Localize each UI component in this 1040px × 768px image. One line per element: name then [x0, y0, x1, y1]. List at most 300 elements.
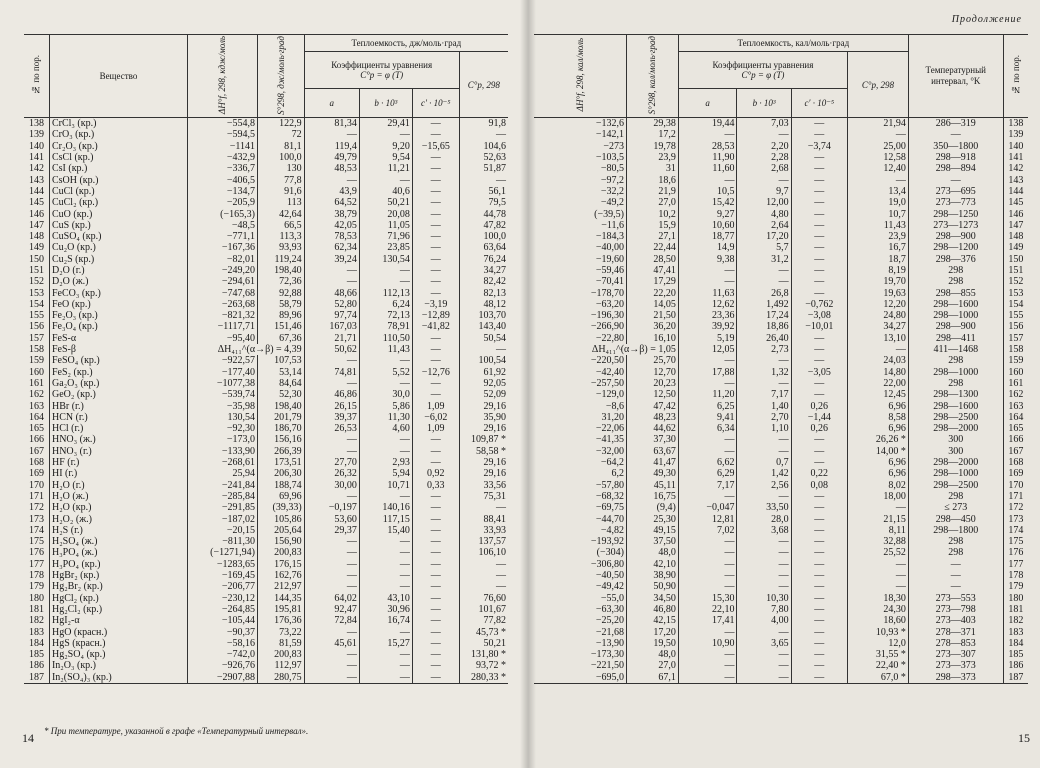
- table-row: [24, 197, 508, 208]
- coef-c-value: —: [791, 638, 847, 649]
- cp-value: 21,15: [848, 513, 909, 524]
- enthalpy-value: −167,36: [187, 242, 257, 253]
- coef-a-value: —: [304, 660, 359, 671]
- table-row: [24, 163, 508, 174]
- header-c: c′ · 10⁻⁵: [412, 89, 459, 118]
- coef-c-value: −3,19: [412, 299, 459, 310]
- coef-b-value: 1,10: [737, 423, 791, 434]
- coef-a-value: —: [678, 174, 737, 185]
- entropy-value: 16,10: [626, 333, 678, 344]
- cp-value: 79,5: [459, 197, 508, 208]
- row-number: 142: [1003, 163, 1028, 174]
- row-number: 147: [1003, 220, 1028, 231]
- cp-value: 48,12: [459, 299, 508, 310]
- enthalpy-value: −69,75: [595, 502, 624, 514]
- temperature-interval: 298: [908, 355, 1003, 366]
- cp-value: 6,96: [848, 457, 909, 468]
- coef-c-value: —: [412, 254, 459, 265]
- substance-name: H₂O₂ (ж.): [49, 513, 187, 524]
- temperature-interval: 298—1000: [908, 310, 1003, 321]
- coef-a-value: 26,32: [304, 468, 359, 479]
- enthalpy-value: −49,42: [595, 581, 624, 593]
- cp-value: 280,33 *: [459, 672, 508, 684]
- entropy-value: 162,76: [257, 570, 304, 581]
- entropy-value: 93,93: [257, 242, 304, 253]
- table-row: [534, 615, 1028, 626]
- coef-b-value: 1,42: [737, 468, 791, 479]
- cp-value: 75,31: [459, 491, 508, 502]
- cp-value: 100,54: [459, 355, 508, 366]
- table-row: [534, 344, 1028, 355]
- cp-value: 56,1: [459, 186, 508, 197]
- coef-a-value: —: [304, 536, 359, 547]
- coef-b-value: —: [359, 547, 412, 558]
- row-number: 173: [1003, 513, 1028, 524]
- table-row: [24, 186, 508, 197]
- coef-a-value: —: [678, 378, 737, 389]
- coef-c-value: —: [412, 231, 459, 242]
- enthalpy-value: −406,5: [187, 174, 257, 185]
- row-number: 176: [1003, 547, 1028, 558]
- coef-a-value: —: [304, 649, 359, 660]
- temperature-interval: 298—1000: [908, 468, 1003, 479]
- coef-a-value: 62,34: [304, 242, 359, 253]
- substance-name: HCl (г.): [49, 423, 187, 434]
- substance-name: CsCl (кр.): [49, 152, 187, 163]
- substance-name: HgS (красн.): [49, 638, 187, 649]
- cp-value: 44,78: [459, 208, 508, 219]
- row-number: 147: [28, 219, 44, 231]
- row-number: 184: [28, 637, 44, 649]
- coef-c-value: —: [791, 626, 847, 637]
- enthalpy-value: −926,76: [187, 660, 257, 671]
- row-number: 154: [28, 298, 44, 310]
- coef-b-value: 4,80: [737, 208, 791, 219]
- coef-c-value: 0,26: [791, 400, 847, 411]
- table-row: [534, 559, 1028, 570]
- coef-b-value: 23,85: [359, 242, 412, 253]
- temperature-interval: 298: [908, 547, 1003, 558]
- coef-c-value: —: [412, 152, 459, 163]
- table-row: [534, 367, 1028, 378]
- header-entropy: S°298, дж/моль·град: [275, 35, 286, 115]
- row-number: 187: [1003, 672, 1028, 684]
- enthalpy-value: 6,2: [611, 468, 624, 480]
- enthalpy-value: 25,94: [187, 468, 257, 479]
- entropy-value: 49,15: [626, 525, 678, 536]
- enthalpy-value: −103,5: [595, 152, 624, 164]
- coef-b-value: 33,50: [737, 502, 791, 513]
- temperature-interval: 298—1600: [908, 299, 1003, 310]
- temperature-interval: 298—918: [908, 152, 1003, 163]
- enthalpy-value: −80,5: [600, 163, 624, 175]
- coef-b-value: 1,492: [737, 299, 791, 310]
- coef-b-value: —: [737, 626, 791, 637]
- entropy-value: 27,0: [626, 197, 678, 208]
- enthalpy-value: −63,20: [595, 298, 624, 310]
- temperature-interval: 298—450: [908, 513, 1003, 524]
- coef-c-value: —: [791, 502, 847, 513]
- cp-value: —: [848, 502, 909, 513]
- substance-name: FeS-α: [49, 333, 187, 344]
- temperature-interval: 273—553: [908, 592, 1003, 603]
- entropy-value: 105,86: [257, 513, 304, 524]
- coef-a-value: —: [304, 626, 359, 637]
- coef-c-value: 0,26: [791, 423, 847, 434]
- temperature-interval: 273—307: [908, 649, 1003, 660]
- right-table: [534, 34, 1028, 684]
- table-row: [24, 276, 508, 287]
- temperature-interval: 298: [908, 378, 1003, 389]
- table-row: [534, 570, 1028, 581]
- temperature-interval: 286—319: [908, 118, 1003, 130]
- entropy-value: 92,88: [257, 287, 304, 298]
- coef-a-value: 64,52: [304, 197, 359, 208]
- row-number: 170: [28, 479, 44, 491]
- enthalpy-value: −196,30: [590, 310, 624, 322]
- table-row: [24, 141, 508, 152]
- coef-c-value: —: [791, 570, 847, 581]
- table-row: [24, 434, 508, 445]
- coef-a-value: —: [678, 355, 737, 366]
- coef-c-value: —: [791, 547, 847, 558]
- coef-a-value: 167,03: [304, 321, 359, 332]
- coef-c-value: −12,76: [412, 367, 459, 378]
- coef-a-value: 53,60: [304, 513, 359, 524]
- cp-value: 26,26 *: [848, 434, 909, 445]
- coef-a-value: —: [678, 536, 737, 547]
- coef-a-value: —: [678, 581, 737, 592]
- enthalpy-value: −266,90: [590, 321, 624, 333]
- cp-value: 93,72 *: [459, 660, 508, 671]
- enthalpy-value: (−39,5): [594, 208, 624, 220]
- coef-b-value: 2,56: [737, 480, 791, 491]
- coef-a-value: 11,63: [678, 287, 737, 298]
- coef-b-value: 28,0: [737, 513, 791, 524]
- coef-b-value: 30,0: [359, 389, 412, 400]
- enthalpy-value: −221,50: [590, 660, 624, 672]
- substance-name: In₂(SO₄)₃ (кр.): [49, 672, 187, 684]
- substance-name: H₃PO₄ (ж.): [49, 547, 187, 558]
- entropy-value: 25,70: [626, 355, 678, 366]
- table-row: [534, 547, 1028, 558]
- coef-b-value: —: [737, 672, 791, 684]
- row-number: 170: [1003, 480, 1028, 491]
- entropy-value: 173,51: [257, 457, 304, 468]
- coef-a-value: —: [304, 672, 359, 684]
- enthalpy-value: ΔH₄₁₁^(α→β) = 4,39: [187, 344, 304, 355]
- coef-c-value: —: [791, 208, 847, 219]
- row-number: 140: [1003, 141, 1028, 152]
- coef-c-value: —: [791, 118, 847, 130]
- temperature-interval: 298: [908, 276, 1003, 287]
- entropy-value: 201,79: [257, 412, 304, 423]
- header-heat-capacity-cal: Теплоемкость, кал/моль·град: [678, 35, 908, 52]
- coef-b-value: 2,64: [737, 220, 791, 231]
- coef-c-value: —: [791, 378, 847, 389]
- coef-b-value: 140,16: [359, 502, 412, 513]
- table-row: [534, 457, 1028, 468]
- coef-b-value: —: [359, 570, 412, 581]
- entropy-value: 27,1: [626, 231, 678, 242]
- coef-a-value: —: [678, 626, 737, 637]
- coef-b-value: —: [737, 129, 791, 140]
- enthalpy-value: −594,5: [187, 129, 257, 140]
- header-coefficients-cal: Коэффициенты уравнения: [712, 60, 814, 70]
- temperature-interval: 298—1000: [908, 367, 1003, 378]
- entropy-value: 42,64: [257, 208, 304, 219]
- row-number: 144: [28, 185, 44, 197]
- enthalpy-value: −90,37: [187, 626, 257, 637]
- coef-c-value: —: [412, 220, 459, 231]
- enthalpy-value: −13,90: [595, 637, 624, 649]
- substance-name: HI (г.): [49, 468, 187, 479]
- coef-a-value: 10,60: [678, 220, 737, 231]
- coef-c-value: —: [791, 265, 847, 276]
- enthalpy-value: −1077,38: [187, 378, 257, 389]
- coef-b-value: —: [359, 174, 412, 185]
- substance-name: CrCl₃ (кр.): [49, 118, 187, 130]
- coef-c-value: —: [791, 649, 847, 660]
- coef-a-value: 39,37: [304, 412, 359, 423]
- temperature-interval: 278—371: [908, 626, 1003, 637]
- substance-name: HgBr₂ (кр.): [49, 570, 187, 581]
- cp-value: —: [459, 581, 508, 592]
- row-number: 172: [28, 502, 44, 514]
- table-row: [534, 152, 1028, 163]
- temperature-interval: 298: [908, 491, 1003, 502]
- coef-a-value: —: [304, 581, 359, 592]
- temperature-interval: —: [908, 581, 1003, 592]
- substance-name: HNO₃ (г.): [49, 446, 187, 457]
- coef-a-value: —: [304, 559, 359, 570]
- enthalpy-value: −205,9: [187, 197, 257, 208]
- row-number: 178: [28, 570, 44, 582]
- substance-name: HNO₃ (ж.): [49, 434, 187, 445]
- substance-name: CsOH (кр.): [49, 174, 187, 185]
- coef-c-value: —: [791, 276, 847, 287]
- cp-value: 24,30: [848, 604, 909, 615]
- table-row: [24, 254, 508, 265]
- table-row: [534, 604, 1028, 615]
- table-row: [534, 468, 1028, 479]
- coef-a-value: 92,47: [304, 604, 359, 615]
- table-row: [24, 536, 508, 547]
- cp-value: 8,58: [848, 412, 909, 423]
- coef-b-value: —: [737, 174, 791, 185]
- temperature-interval: 273—1273: [908, 220, 1003, 231]
- row-number: 157: [1003, 333, 1028, 344]
- coef-c-value: —: [412, 389, 459, 400]
- substance-name: Hg₂Cl₂ (кр.): [49, 604, 187, 615]
- row-number: 144: [1003, 186, 1028, 197]
- temperature-interval: 300: [908, 446, 1003, 457]
- table-row: [24, 649, 508, 660]
- row-number: 167: [28, 445, 44, 457]
- coef-a-value: 18,77: [678, 231, 737, 242]
- temperature-interval: 298—2500: [908, 480, 1003, 491]
- coef-b-value: 26,8: [737, 287, 791, 298]
- row-number: 163: [1003, 400, 1028, 411]
- enthalpy-value: −1117,71: [187, 321, 257, 332]
- temperature-interval: —: [908, 129, 1003, 140]
- cp-value: 50,21: [459, 638, 508, 649]
- entropy-value: 198,40: [257, 265, 304, 276]
- cp-value: 29,16: [459, 468, 508, 479]
- coef-a-value: 49,79: [304, 152, 359, 163]
- coef-b-value: —: [737, 559, 791, 570]
- entropy-value: 19,50: [626, 638, 678, 649]
- coef-a-value: —: [678, 491, 737, 502]
- substance-name: FeS₂ (кр.): [49, 367, 187, 378]
- continuation-label: Продолжение: [951, 14, 1022, 25]
- table-row: [534, 265, 1028, 276]
- enthalpy-value: −257,50: [590, 377, 624, 389]
- entropy-value: 21,9: [626, 186, 678, 197]
- coef-c-value: 0,33: [412, 480, 459, 491]
- cp-value: 29,16: [459, 400, 508, 411]
- coef-b-value: 1,32: [737, 367, 791, 378]
- entropy-value: 280,75: [257, 672, 304, 684]
- coef-c-value: —: [412, 547, 459, 558]
- row-number: 153: [28, 287, 44, 299]
- row-number: 161: [1003, 378, 1028, 389]
- entropy-value: 18,6: [626, 174, 678, 185]
- cp-value: 106,10: [459, 547, 508, 558]
- coef-b-value: 15,40: [359, 525, 412, 536]
- coef-b-value: —: [737, 660, 791, 671]
- temperature-interval: 273—798: [908, 604, 1003, 615]
- coef-b-value: 2,93: [359, 457, 412, 468]
- coef-b-value: 11,05: [359, 220, 412, 231]
- enthalpy-value: −220,50: [590, 355, 624, 367]
- cp-value: 24,80: [848, 310, 909, 321]
- entropy-value: 195,81: [257, 604, 304, 615]
- enthalpy-value: −263,68: [187, 299, 257, 310]
- entropy-value: 200,83: [257, 649, 304, 660]
- coef-b-value: 16,74: [359, 615, 412, 626]
- temperature-interval: 273—773: [908, 197, 1003, 208]
- coef-b-value: —: [737, 265, 791, 276]
- coef-c-value: —: [791, 581, 847, 592]
- row-number: 139: [1003, 129, 1028, 140]
- enthalpy-value: −68,32: [595, 490, 624, 502]
- coef-b-value: —: [737, 434, 791, 445]
- cp-value: 18,60: [848, 615, 909, 626]
- coef-a-value: 48,66: [304, 287, 359, 298]
- row-number: 174: [28, 524, 44, 536]
- coef-c-value: —: [412, 197, 459, 208]
- temperature-interval: 298—2000: [908, 457, 1003, 468]
- cp-value: 100,0: [459, 231, 508, 242]
- row-number: 177: [28, 558, 44, 570]
- coef-c-value: —: [791, 615, 847, 626]
- coef-b-value: 117,15: [359, 513, 412, 524]
- coef-c-value: —: [412, 208, 459, 219]
- row-number: 168: [1003, 457, 1028, 468]
- coef-c-value: —: [412, 457, 459, 468]
- table-row: [24, 660, 508, 671]
- cp-value: 91,8: [459, 118, 508, 130]
- coef-c-value: —: [791, 174, 847, 185]
- row-number: 186: [28, 660, 44, 672]
- header-cp298-cal: C°p, 298: [861, 79, 894, 90]
- coef-a-value: 6,62: [678, 457, 737, 468]
- entropy-value: 73,22: [257, 626, 304, 637]
- table-row: [24, 480, 508, 491]
- table-row: [24, 491, 508, 502]
- table-row: [534, 163, 1028, 174]
- substance-name: Fe₂O₃ (кр.): [49, 310, 187, 321]
- cp-value: 18,7: [848, 254, 909, 265]
- substance-name: CuS (кр.): [49, 220, 187, 231]
- entropy-value: 46,80: [626, 604, 678, 615]
- coef-a-value: 6,34: [678, 423, 737, 434]
- coef-b-value: 20,08: [359, 208, 412, 219]
- coef-b-value: —: [359, 129, 412, 140]
- cp-value: 92,05: [459, 378, 508, 389]
- entropy-value: 25,30: [626, 513, 678, 524]
- table-row: [24, 525, 508, 536]
- coef-b-value: 43,10: [359, 592, 412, 603]
- coef-b-value: 9,7: [737, 186, 791, 197]
- cp-value: 35,90: [459, 412, 508, 423]
- cp-value: 63,64: [459, 242, 508, 253]
- coef-a-value: 74,81: [304, 367, 359, 378]
- cp-value: —: [459, 502, 508, 513]
- row-number: 177: [1003, 559, 1028, 570]
- entropy-value: 91,6: [257, 186, 304, 197]
- coef-a-value: —: [678, 570, 737, 581]
- table-row: [534, 412, 1028, 423]
- table-row: [534, 378, 1028, 389]
- row-number: 145: [1003, 197, 1028, 208]
- coef-a-value: 48,53: [304, 163, 359, 174]
- entropy-value: 42,15: [626, 615, 678, 626]
- table-row: [534, 423, 1028, 434]
- table-row: [24, 208, 508, 219]
- row-number: 151: [28, 265, 44, 276]
- row-number: 179: [28, 581, 44, 593]
- coef-b-value: —: [359, 491, 412, 502]
- table-row: [24, 446, 508, 457]
- entropy-value: 23,9: [626, 152, 678, 163]
- coef-a-value: 10,5: [678, 186, 737, 197]
- coef-a-value: 26,15: [304, 400, 359, 411]
- table-row: [534, 672, 1028, 684]
- cp-value: 82,42: [459, 276, 508, 287]
- coef-b-value: 26,40: [737, 333, 791, 344]
- enthalpy-value: −695,0: [595, 671, 624, 683]
- enthalpy-value: −1141: [187, 141, 257, 152]
- coef-c-value: —: [412, 378, 459, 389]
- coef-c-value: —: [791, 231, 847, 242]
- cp-value: 50,54: [459, 333, 508, 344]
- table-row: [534, 389, 1028, 400]
- table-row: [24, 265, 508, 276]
- enthalpy-value: −21,68: [595, 626, 624, 638]
- temperature-interval: 298—1200: [908, 242, 1003, 253]
- coef-c-value: —: [791, 457, 847, 468]
- row-number: 152: [1003, 276, 1028, 287]
- temperature-interval: 300: [908, 434, 1003, 445]
- table-row: [534, 638, 1028, 649]
- cp-value: —: [459, 174, 508, 185]
- coef-c-value: —: [412, 186, 459, 197]
- coef-a-value: 10,90: [678, 638, 737, 649]
- entropy-value: 112,97: [257, 660, 304, 671]
- coef-c-value: —: [791, 592, 847, 603]
